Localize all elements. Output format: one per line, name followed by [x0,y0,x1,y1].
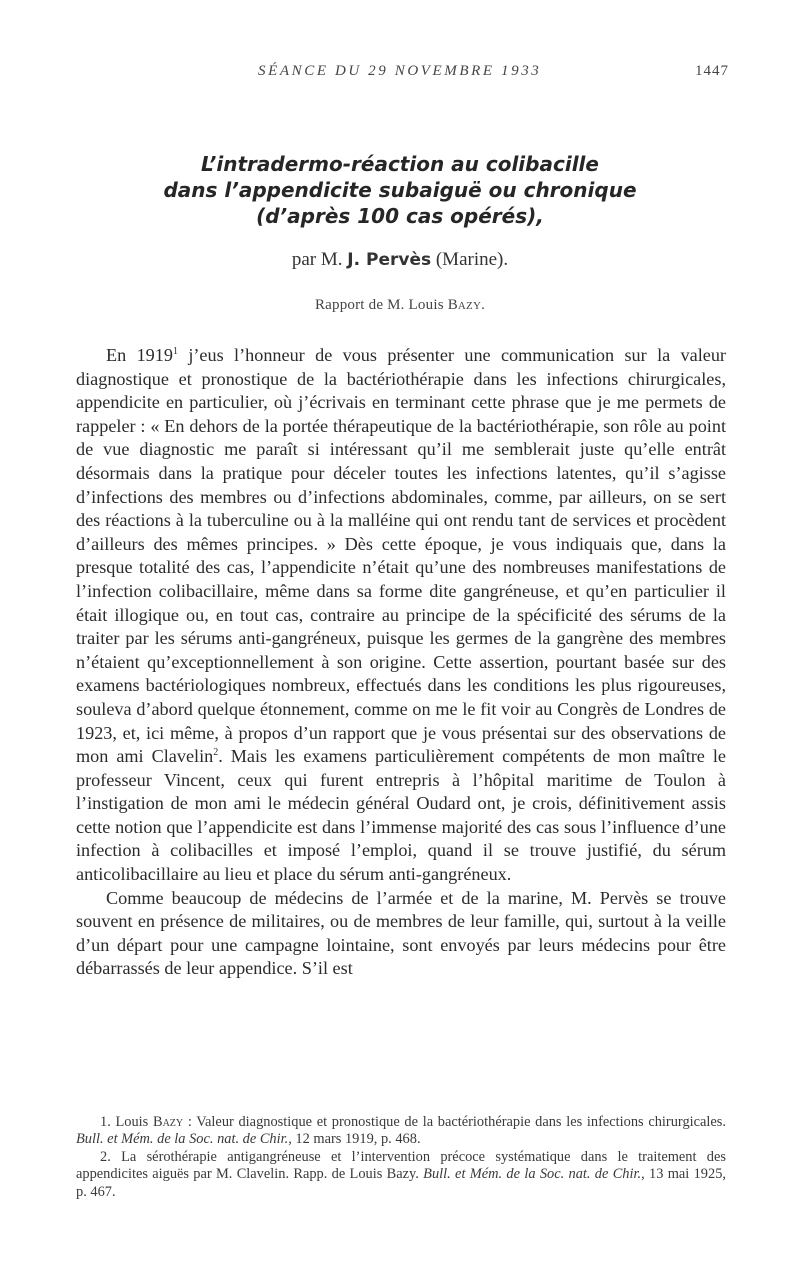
footnote-ref-2: 2 [213,747,219,759]
rapport-name: Bazy. [447,297,486,313]
article-title [0,151,800,229]
paragraph-2: Comme beaucoup de médecins de l’armée et de la marine, M. Pervès se trouve souvent en présence de militaires, ou de membres de leur famille, qui, surtout à la veille d’un départ pour une campagne lointaine, sont envoyés par leurs médecins pour être débarrassés de leur appendice. S’il est [76,887,726,979]
running-head-title: SÉANCE DU 29 NOVEMBRE 1933 [258,63,542,79]
fn1-ref: , 12 mars 1919, p. 468. [288,1131,421,1148]
byline-author: J. Pervès [347,250,432,270]
rapport-line [0,297,800,314]
running-head [0,63,800,85]
p1-start: En 1919 [106,345,173,365]
article-title-line-3: (d’après 100 cas opérés), [256,204,544,228]
fn1-prefix: 1. Louis [100,1114,149,1130]
p1-end: . Mais les examens particulièrement compétents de mon maître le professeur Vincent, ceux qui furent entrepris à l’hôpital maritime de Toulon à l’instigation de mon ami le médecin général Oudard ont, je crois, définitivement assis cette notion que l’appendicite est dans l’immense majorité des cas sous l’influence d’une infection à colibacilles et imposé l’emploi, quand il se trouve justifié, du sérum anticolibacillaire au lieu et place du sérum anti-gangréneux. [76,746,726,885]
paragraph-1 [76,344,726,887]
footnote-2 [76,1149,726,1201]
fn1-name: Bazy [152,1114,184,1130]
article-title-line-1: L’intradermo-réaction au colibacille [201,152,599,176]
fn1-text: : Valeur diagnostique et pronostique de la bactériothérapie dans les infections chirurgicales. [183,1114,726,1130]
p1-middle: j’eus l’honneur de vous présenter une communication sur la valeur diagnostique et pronostique de la bactériothérapie dans les infections chirurgicales, appendicite en particulier, où j’écrivais en terminant cette phrase que je me permets de rappeler : « En dehors de la portée thérapeutique de la bactériothérapie, son rôle au point de vue diagnostic me paraît si intéressant qu’il me semblerait juste qu’elle entrât désormais dans la pratique pour déceler toutes les infections latentes, qu’il s’agisse d’infections des membres ou d’infections abdominales, comme, par ailleurs, on se sert des réactions à la tuberculine ou à la malléine qui ont rendu tant de services et procèdent d’ailleurs des mêmes principes. » Dès cette époque, je vous indiquais que, dans la presque totalité des cas, l’appendicite n’était qu’une des nombreuses manifestations de l’infection colibacillaire, même dans sa forme dite gangréneuse, et qu’en particulier il était illogique ou, en tout cas, contraire au principe de la spécificité des sérums de la traiter par les sérums anti-gangréneux, puisque les germes de la gangrène des membres n’étaient qu’exceptionnellement à son origine. Cette assertion, pourtant basée sur des examens bactériologiques nombreux, effectués dans les conditions les plus rigoureuses, souleva d’abord quelque étonnement, comme on me le fit voir au Congrès de Londres de 1923, et, ici même, à propos d’un rapport que je vous présentai sur des observations de mon ami Clavelin [76,345,726,767]
page-number: 1447 [695,63,729,79]
byline-suffix: (Marine). [435,249,509,270]
rapport-prefix: Rapport de M. Louis [314,297,444,313]
fn1-journal: Bull. et Mém. de la Soc. nat. de Chir. [76,1131,289,1148]
fn2-journal: Bull. et Mém. de la Soc. nat. de Chir. [423,1166,642,1183]
fn2-text: 2. La sérothérapie antigangréneuse et l’intervention précoce systématique dans le traitement des appendicites aiguës par M. Clavelin. Rapp. de Louis Bazy. [76,1148,726,1183]
byline-prefix: par M. [291,249,343,270]
article-title-line-2: dans l’appendicite subaiguë ou chronique [163,178,637,202]
byline [0,249,800,271]
fn2-ref: , 13 mai 1925, p. 467. [76,1166,726,1200]
footnote-1 [76,1114,726,1149]
footnotes [76,1114,726,1201]
body-text [76,344,726,981]
footnote-ref-1: 1 [172,345,178,357]
